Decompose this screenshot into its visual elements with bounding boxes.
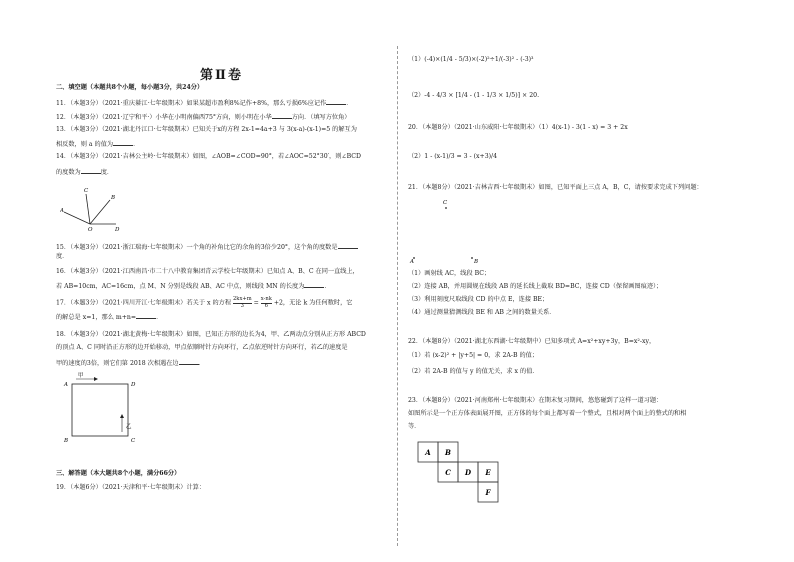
cube-net-figure <box>416 440 516 506</box>
question-13-line2: 相反数，则 a 的值为 ． <box>56 141 140 148</box>
label-e: E <box>485 468 491 477</box>
label-a: A <box>60 208 64 214</box>
question-21-part1: （1）画射线 AC，线段 BC； <box>408 270 491 277</box>
question-12: 12．（本题3分）（2021·辽宁和平·）小华在小明南偏西75°方向，则小明在小华 方向．（填写方位角） <box>56 114 351 121</box>
question-11: 11．（本题3分）（2021·重庆綦江·七年级期末）如果某超市盈利8%记作+8%，那么亏损6%应记作 ． <box>56 100 353 107</box>
answer-blank[interactable] <box>136 312 156 319</box>
question-23-line1: 23．（本题8分）（2021·河南郑州·七年级期末）在期末复习期间，悠悠碰到了这样一道习题： <box>408 397 663 404</box>
question-21-part4: （4）通过测量猜测线段 BE 和 AB 之间的数量关系． <box>408 309 556 316</box>
arrow-yi-head <box>120 414 124 418</box>
question-21-part2: （2）连接 AB，并用圆规在线段 AB 的延长线上截取 BD=BC，连接 CD（保留画图痕迹）； <box>408 283 663 290</box>
label-c: C <box>443 200 448 206</box>
label-d: D <box>115 227 120 232</box>
answer-blank[interactable] <box>179 358 199 365</box>
page-title: 第Ⅱ卷 <box>200 68 243 83</box>
square-figure-18 <box>60 372 144 444</box>
section-fill-blank-heading: 二、填空题（本题共8个小题，每小题3分，共24分） <box>56 84 204 91</box>
question-18-line3: 甲的速度的3倍，则它们第 2018 次相遇在边 ． <box>56 360 205 367</box>
label-d: D <box>464 468 472 477</box>
label-b: B <box>445 448 451 457</box>
label-c: C <box>131 438 136 444</box>
question-22-part1: （1）若 (x-2)² + |y+5| = 0，求 2A-B 的值； <box>408 352 539 359</box>
question-18-line1: 18．（本题3分）（2021·湖北黄梅·七年级期末）如图，已知正方形的边长为4，甲、乙两动点分别从正方形 ABCD <box>56 331 366 338</box>
label-f: F <box>485 488 491 497</box>
question-14-line2: 的度数为 度． <box>56 169 114 176</box>
column-divider <box>397 46 398 546</box>
question-19-part1: （1）(-4)×(1/4 - 5/3)×(-2)²÷1/(-3)² - (-3)³ <box>408 56 534 63</box>
angle-figure-14 <box>60 184 120 232</box>
question-21-part3: （3）利用刻度尺取线段 CD 的中点 E，连接 BE； <box>408 296 549 303</box>
label-b: B <box>64 438 69 444</box>
label-o: O <box>88 227 93 232</box>
question-16-line1: 16．（本题3分）（2021·江西南昌·市二十八中教育集团青云学校七年级期末）已知点 A、B、C 在同一直线上， <box>56 268 359 275</box>
fraction-2: $\frac{x-nk}{6}$ <box>260 296 272 309</box>
ray-ob <box>90 200 110 224</box>
label-c: C <box>445 468 451 477</box>
question-16-line2: 若 AB=10cm，AC=16cm，点 M、N 分别是线段 AB、AC 中点，则线段 MN 的长度为 ． <box>56 283 331 290</box>
points-figure-21 <box>408 196 528 266</box>
question-17-line1: 17．（本题3分）（2021·四川开江·七年级期末）若关于 x 的方程 $\frac{2kx+m}{3}$ = $\frac{x-nk}{6}$ +2，无论 k 为任何数时，它 <box>56 296 353 309</box>
question-20: 20．（本题8分）（2021·山东威阳·七年级期末）（1）4(x-1) - 3(1 - x) = 3 + 2x <box>408 124 628 131</box>
label-a: A <box>425 448 431 457</box>
question-23-line3: 等． <box>408 423 421 430</box>
question-22: 22．（本题8分）（2021·湖北东西湖·七年级期中）已知多项式 A=x²+xy+3y，B=x²-xy， <box>408 338 656 345</box>
ray-oa <box>64 212 90 224</box>
answer-blank[interactable] <box>338 242 358 249</box>
question-19: 19．（本题6分）（2021·天津和平·七年级期末）计算： <box>56 484 206 491</box>
question-15-line1: 15．（本题3分）（2021·浙江瑞海·七年级期末）一个角的补角比它的余角的3倍少20°，这个角的度数是 <box>56 242 358 252</box>
question-18-line2: 的顶点 A、C 同时沿正方形的边开始移动，甲点依顺时针方向环行，乙点依逆时针方向环行，若乙的速度是 <box>56 344 348 351</box>
question-15-line2: 度． <box>56 253 69 260</box>
label-d: D <box>131 382 136 388</box>
point-b <box>471 257 473 259</box>
section-solve-heading: 三、解答题（本大题共8个小题，满分66分） <box>56 470 181 477</box>
question-19-part2: （2）-4 - 4/3 × [1/4 - (1 - 1/3 × 1/5)] × 20. <box>408 92 540 99</box>
label-jia: 甲 <box>78 373 84 379</box>
answer-blank[interactable] <box>304 281 324 288</box>
label-b: B <box>474 259 479 265</box>
label-b: B <box>111 195 116 201</box>
answer-blank[interactable] <box>272 112 292 119</box>
answer-blank[interactable] <box>113 139 133 146</box>
answer-blank[interactable] <box>326 98 346 105</box>
answer-blank[interactable] <box>81 167 101 174</box>
point-c <box>445 207 447 209</box>
question-17-line2: 的解总是 x=1，那么 m+n= ． <box>56 314 163 321</box>
label-yi: 乙 <box>126 424 132 430</box>
arrow-jia-head <box>94 377 98 381</box>
label-a: A <box>64 382 68 388</box>
question-22-part2: （2）若 2A-B 的值与 y 的值无关，求 x 的值． <box>408 368 539 375</box>
question-20-part2: （2）1 - (x-1)/3 = 3 - (x+3)/4 <box>408 153 498 160</box>
question-21: 21．（本题8分）（2021·吉林吉西·七年级期末）如图，已知平面上三点 A，B，C，请按要求完成下列问题： <box>408 184 703 191</box>
question-23-line2: 如图所示是一个正方体表面展开图，正方体的每个面上都写着一个整式，且相对两个面上的整式的和相 <box>408 410 687 417</box>
square-abcd <box>72 384 128 436</box>
question-14-line1: 14．（本题3分）（2021·吉林公主岭·七年级期末）如图，∠AOB=∠COD=90°，若∠AOC=52°30′，则∠BCD <box>56 153 361 160</box>
label-a: A <box>410 259 414 265</box>
question-13-line1: 13．（本题3分）（2021·湖北丹江口·七年级期末）已知关于x的方程 2x-1=4a+3 与 3(x-a)-(x-1)=5 的解互为 <box>56 126 357 133</box>
fraction-1: $\frac{2kx+m}{3}$ <box>233 296 252 309</box>
ray-oc <box>86 194 90 224</box>
label-c: C <box>84 188 89 194</box>
